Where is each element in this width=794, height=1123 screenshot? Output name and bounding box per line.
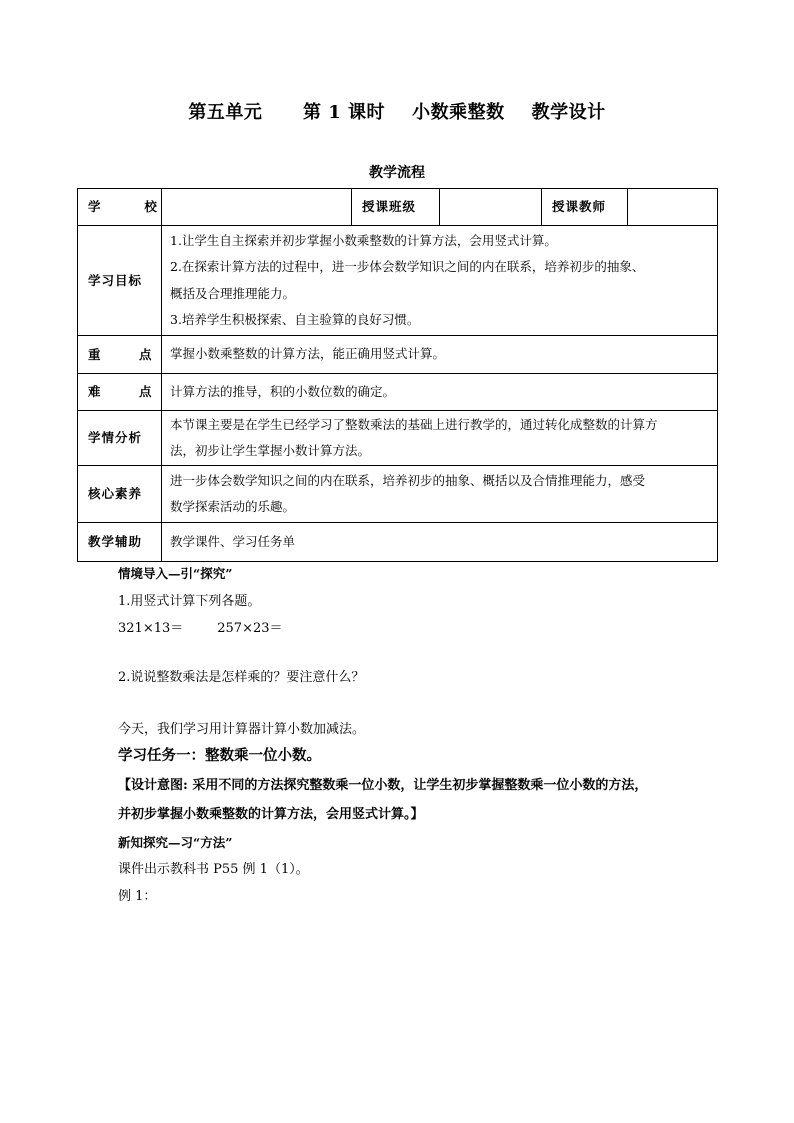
aids-label: 教学辅助: [78, 523, 162, 562]
class-value: [440, 189, 542, 226]
today-text: 今天，我们学习用计算器计算小数加减法。: [118, 722, 366, 737]
calc-2: 257×23＝: [217, 621, 283, 636]
goals-content: [162, 226, 718, 336]
teaching-flow-table: [77, 188, 718, 562]
teacher-label: 授课教师: [542, 189, 628, 226]
class-label: 授课班级: [352, 189, 440, 226]
difficult-label: 难 点: [78, 374, 162, 411]
goal-line: 3.培养学生积极探索、自主验算的良好习惯。: [170, 312, 420, 327]
new-knowledge-heading: 新知探究—习“方法”: [118, 835, 233, 850]
literacy-line: 数学探索活动的乐趣。: [170, 499, 296, 514]
table-row-key: [78, 336, 718, 374]
table-row-goals: [78, 226, 718, 336]
calc-row: [118, 619, 718, 639]
literacy-line: 进一步体会数学知识之间的内在联系，培养初步的抽象、概括以及合情推理能力，感受: [170, 472, 646, 488]
difficult-content: 计算方法的推导，积的小数位数的确定。: [162, 374, 718, 411]
table-row-difficult: [78, 374, 718, 411]
table-row-analysis: [78, 411, 718, 466]
task-1-heading: 学习任务一：整数乘一位小数。: [118, 747, 321, 764]
goals-label: 学习目标: [78, 226, 162, 336]
analysis-line: 法，初步让学生掌握小数计算方法。: [170, 443, 371, 458]
aids-content: 教学课件、学习任务单: [162, 523, 718, 562]
table-row-aids: [78, 523, 718, 562]
goal-line: 概括及合理推理能力。: [170, 285, 296, 301]
goal-line: 2.在探索计算方法的过程中，进一步体会数学知识之间的内在联系，培养初步的抽象、: [170, 259, 645, 274]
key-label: 重 点: [78, 336, 162, 374]
table-row-literacy: [78, 466, 718, 523]
page-title: 第五单元 第 1 课时 小数乘整数 教学设计: [188, 102, 606, 123]
teacher-value: [628, 189, 718, 226]
literacy-content: [162, 466, 718, 523]
analysis-label: 学情分析: [78, 411, 162, 466]
school-value: [162, 189, 352, 226]
calc-1: 321×13＝: [118, 621, 184, 636]
literacy-label: 核心素养: [78, 466, 162, 523]
analysis-content: [162, 411, 718, 466]
intro-heading: 情境导入—引“探究”: [118, 566, 233, 581]
question-1: 1.用竖式计算下列各题。: [118, 594, 261, 609]
example-label: 例 1：: [118, 889, 157, 904]
table-row-school: [78, 189, 718, 226]
key-content: 掌握小数乘整数的计算方法，能正确用竖式计算。: [162, 336, 718, 374]
goal-line: 1.让学生自主探索并初步掌握小数乘整数的计算方法，会用竖式计算。: [170, 232, 557, 248]
question-2: 2.说说整数乘法是怎样乘的？要注意什么？: [118, 670, 365, 685]
table-caption: 教学流程: [369, 165, 425, 181]
analysis-line: 本节课主要是在学生已经学习了整数乘法的基础上进行教学的，通过转化成整数的计算方: [170, 416, 658, 432]
design-intent-line-1: 【设计意图: 采用不同的方法探究整数乘一位小数，让学生初步掌握整数乘一位小数的方法，: [118, 778, 648, 793]
design-intent-line-2: 并初步掌握小数乘整数的计算方法，会用竖式计算。】: [118, 807, 424, 822]
courseware-text: 课件出示教科书 P55 例 1（1）。: [118, 862, 309, 877]
school-label: 学 校: [78, 189, 162, 226]
